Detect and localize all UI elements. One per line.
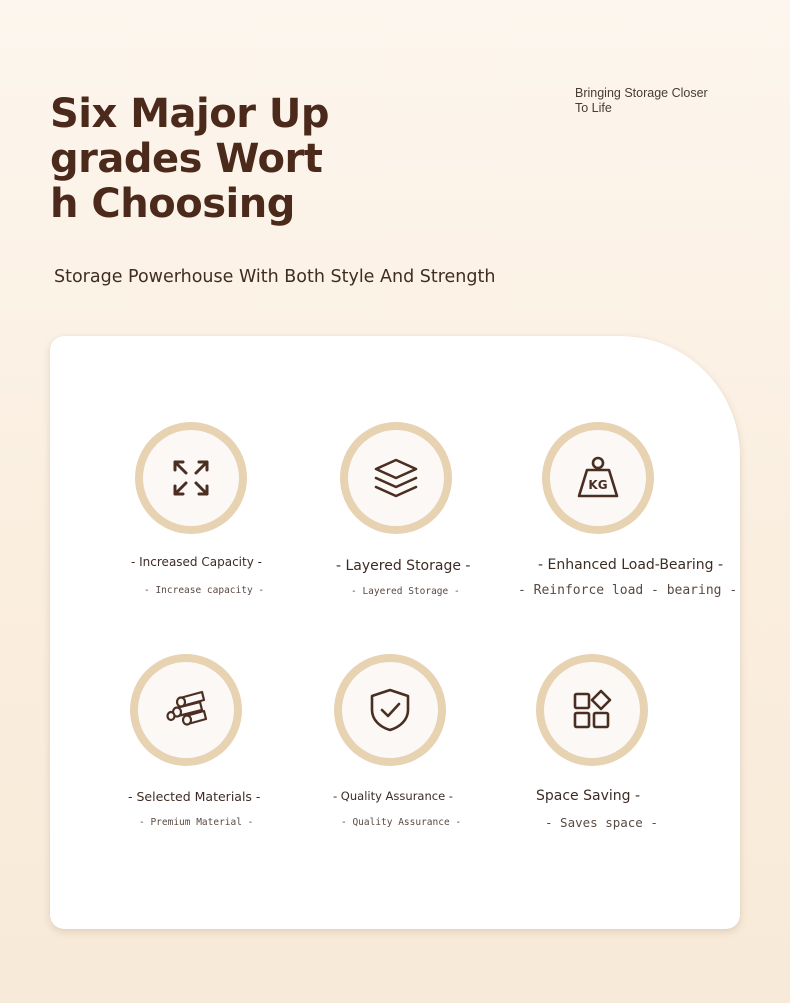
- features-card: [50, 336, 740, 929]
- feature-icon-ring: [536, 654, 648, 766]
- logs-icon: [162, 686, 210, 734]
- feature-subtitle-increased-capacity: - Increase capacity -: [144, 585, 265, 596]
- feature-subtitle-selected-materials: - Premium Material -: [139, 817, 254, 828]
- expand-arrows-icon: [167, 454, 215, 502]
- shield-check-icon: [366, 686, 414, 734]
- feature-icon-ring: [542, 422, 654, 534]
- feature-icon-ring: [135, 422, 247, 534]
- grid-diamond-icon: [568, 686, 616, 734]
- layers-icon: [372, 454, 420, 502]
- feature-title-layered-storage: - Layered Storage -: [336, 558, 471, 574]
- feature-subtitle-enhanced-load-bearing: - Reinforce load - bearing -: [518, 583, 738, 598]
- feature-title-enhanced-load-bearing: - Enhanced Load-Bearing -: [538, 557, 724, 573]
- feature-title-increased-capacity: - Increased Capacity -: [131, 555, 262, 569]
- feature-title-space-saving: Space Saving -: [536, 788, 641, 804]
- tagline: Bringing Storage Closer To Life: [575, 86, 708, 115]
- feature-icon-ring: [130, 654, 242, 766]
- feature-subtitle-space-saving: - Saves space -: [545, 815, 658, 830]
- feature-icon-ring: [340, 422, 452, 534]
- page-headline: Six Major Upgrades Worth Choosing: [50, 91, 329, 227]
- kg-icon-text: KG: [588, 478, 608, 492]
- page-subtitle: Storage Powerhouse With Both Style And Strength: [54, 267, 496, 287]
- kg-weight-icon: [574, 454, 622, 502]
- feature-icon-ring: [334, 654, 446, 766]
- feature-title-selected-materials: - Selected Materials -: [128, 789, 261, 804]
- feature-title-quality-assurance: - Quality Assurance -: [333, 789, 453, 803]
- feature-subtitle-quality-assurance: - Quality Assurance -: [341, 817, 462, 828]
- feature-subtitle-layered-storage: - Layered Storage -: [351, 586, 460, 597]
